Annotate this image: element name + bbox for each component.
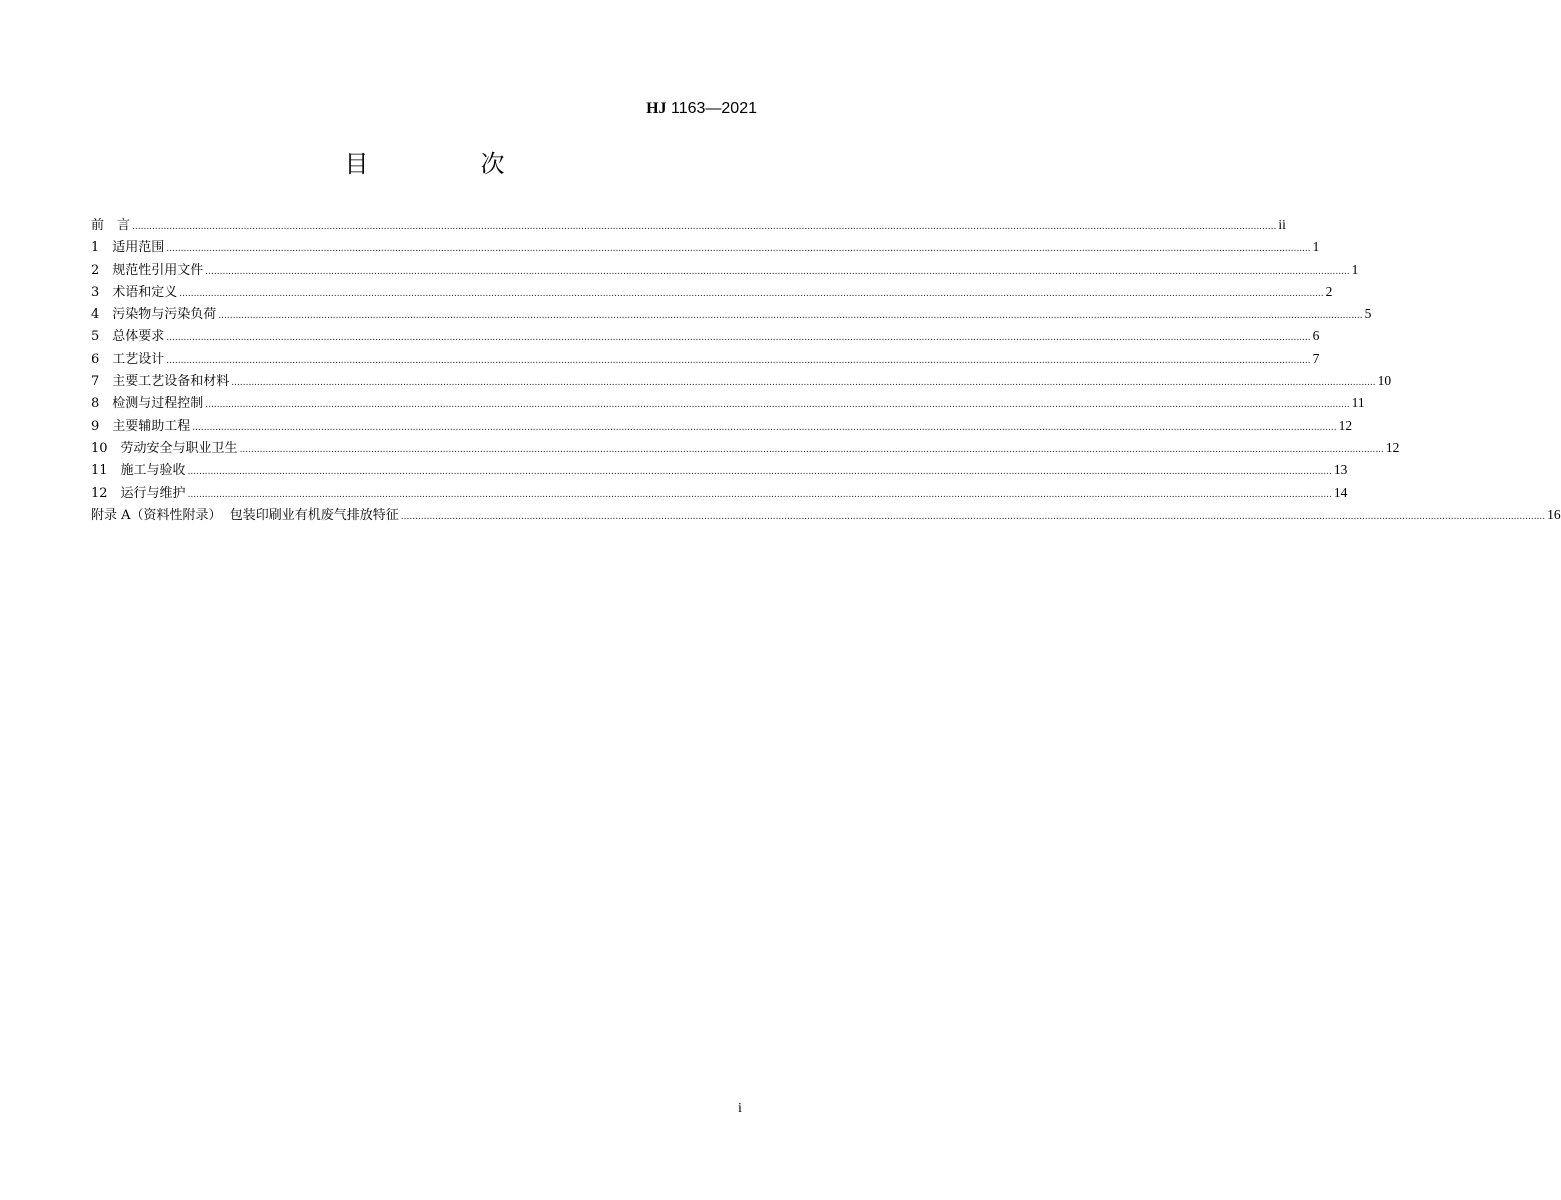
page-title: 目 次 (344, 150, 549, 178)
toc-leader-dots: ................................................................................................................................................................................................................................................................................................................................................................................................................ (187, 489, 1332, 500)
toc-entry[interactable] (91, 325, 1320, 347)
toc-leader-dots: ................................................................................................................................................................................................................................................................................................................................................................................................................ (179, 288, 1324, 299)
toc-entry[interactable] (91, 370, 1392, 392)
toc-entry-page: 14 (1333, 484, 1348, 500)
toc-entry-page: 13 (1333, 462, 1348, 478)
toc-entry-page: 6 (1312, 328, 1320, 344)
toc-entry-label: 施工与验收 (120, 463, 186, 479)
toc-entry[interactable] (91, 259, 1359, 281)
toc-entry[interactable] (91, 482, 1348, 504)
toc-entry[interactable] (91, 348, 1320, 370)
toc-entry[interactable] (91, 303, 1372, 325)
page-number: i (738, 1101, 742, 1116)
toc-entry-label: 适用范围 (112, 240, 165, 256)
toc-entry[interactable] (91, 392, 1365, 414)
toc-entry-label: 附录 A（资料性附录） 包装印刷业有机废气排放特征 (91, 507, 399, 523)
toc-entry[interactable] (91, 437, 1400, 459)
toc-leader-dots: ................................................................................................................................................................................................................................................................................................................................................................................................................ (239, 444, 1384, 455)
toc-leader-dots: ................................................................................................................................................................................................................................................................................................................................................................................................................ (187, 467, 1332, 478)
toc-entry-number: 6 (91, 351, 113, 367)
toc-entry-label: 污染物与污染负荷 (112, 307, 217, 323)
document-code-prefix: HJ (646, 100, 667, 117)
document-code (646, 100, 757, 118)
toc-entry-label: 检测与过程控制 (112, 396, 204, 412)
document-code-number: 1163—2021 (666, 100, 757, 117)
toc-leader-dots: ................................................................................................................................................................................................................................................................................................................................................................................................................ (231, 378, 1376, 389)
toc-entry-page: 5 (1364, 306, 1372, 322)
toc-leader-dots: ................................................................................................................................................................................................................................................................................................................................................................................................................ (205, 266, 1350, 277)
toc-entry[interactable] (91, 415, 1353, 437)
toc-entry-number: 11 (91, 463, 121, 479)
toc-entry-number: 10 (91, 440, 121, 456)
toc-entry-label: 规范性引用文件 (112, 262, 204, 278)
toc-leader-dots: ................................................................................................................................................................................................................................................................................................................................................................................................................ (166, 333, 1311, 344)
toc-entry-number: 4 (91, 307, 113, 323)
toc-entry-page: ii (1278, 217, 1286, 232)
toc-entry[interactable] (91, 214, 1286, 236)
toc-leader-dots: ................................................................................................................................................................................................................................................................................................................................................................................................................ (218, 311, 1363, 322)
toc-entry-page: 16 (1547, 506, 1561, 522)
toc-entry-number: 8 (91, 396, 113, 412)
toc-entry[interactable] (91, 236, 1320, 258)
toc-entry-page: 10 (1377, 373, 1392, 389)
toc-entry-label: 运行与维护 (120, 485, 186, 501)
toc-entry[interactable] (91, 504, 1561, 526)
toc-entry-number: 12 (91, 485, 121, 501)
toc-entry-label: 前 言 (91, 218, 131, 233)
toc-leader-dots: ................................................................................................................................................................................................................................................................................................................................................................................................................ (132, 222, 1277, 232)
toc-entry-page: 12 (1385, 439, 1400, 455)
toc-entry-page: 12 (1338, 417, 1353, 433)
toc-entry-number: 9 (91, 418, 113, 434)
toc-entry-label: 劳动安全与职业卫生 (120, 440, 238, 456)
toc-entry-page: 1 (1312, 239, 1320, 255)
toc-leader-dots: ................................................................................................................................................................................................................................................................................................................................................................................................................ (205, 400, 1350, 411)
toc-entry[interactable] (91, 459, 1348, 481)
toc-entry-number: 1 (91, 240, 113, 256)
toc-entry-label: 术语和定义 (112, 284, 178, 300)
toc-entry-number: 5 (91, 329, 113, 345)
toc-entry[interactable] (91, 281, 1333, 303)
toc-entry-label: 主要辅助工程 (112, 418, 191, 434)
toc-leader-dots: ................................................................................................................................................................................................................................................................................................................................................................................................................ (166, 244, 1311, 255)
toc-entry-number: 2 (91, 262, 113, 278)
toc-entry-page: 11 (1351, 395, 1365, 411)
toc-entry-number: 7 (91, 374, 113, 390)
toc-leader-dots: ................................................................................................................................................................................................................................................................................................................................................................................................................ (166, 355, 1311, 366)
toc-entry-page: 2 (1325, 283, 1333, 299)
toc-leader-dots: ................................................................................................................................................................................................................................................................................................................................................................................................................ (192, 422, 1337, 433)
toc-entry-number: 3 (91, 284, 113, 300)
toc-entry-label: 主要工艺设备和材料 (112, 374, 230, 390)
toc-entry-label: 总体要求 (112, 329, 165, 345)
toc-leader-dots: ................................................................................................................................................................................................................................................................................................................................................................................................................ (400, 511, 1546, 522)
toc-entry-page: 7 (1312, 350, 1320, 366)
table-of-contents (91, 214, 1561, 526)
toc-entry-page: 1 (1351, 261, 1359, 277)
toc-entry-label: 工艺设计 (112, 351, 165, 367)
